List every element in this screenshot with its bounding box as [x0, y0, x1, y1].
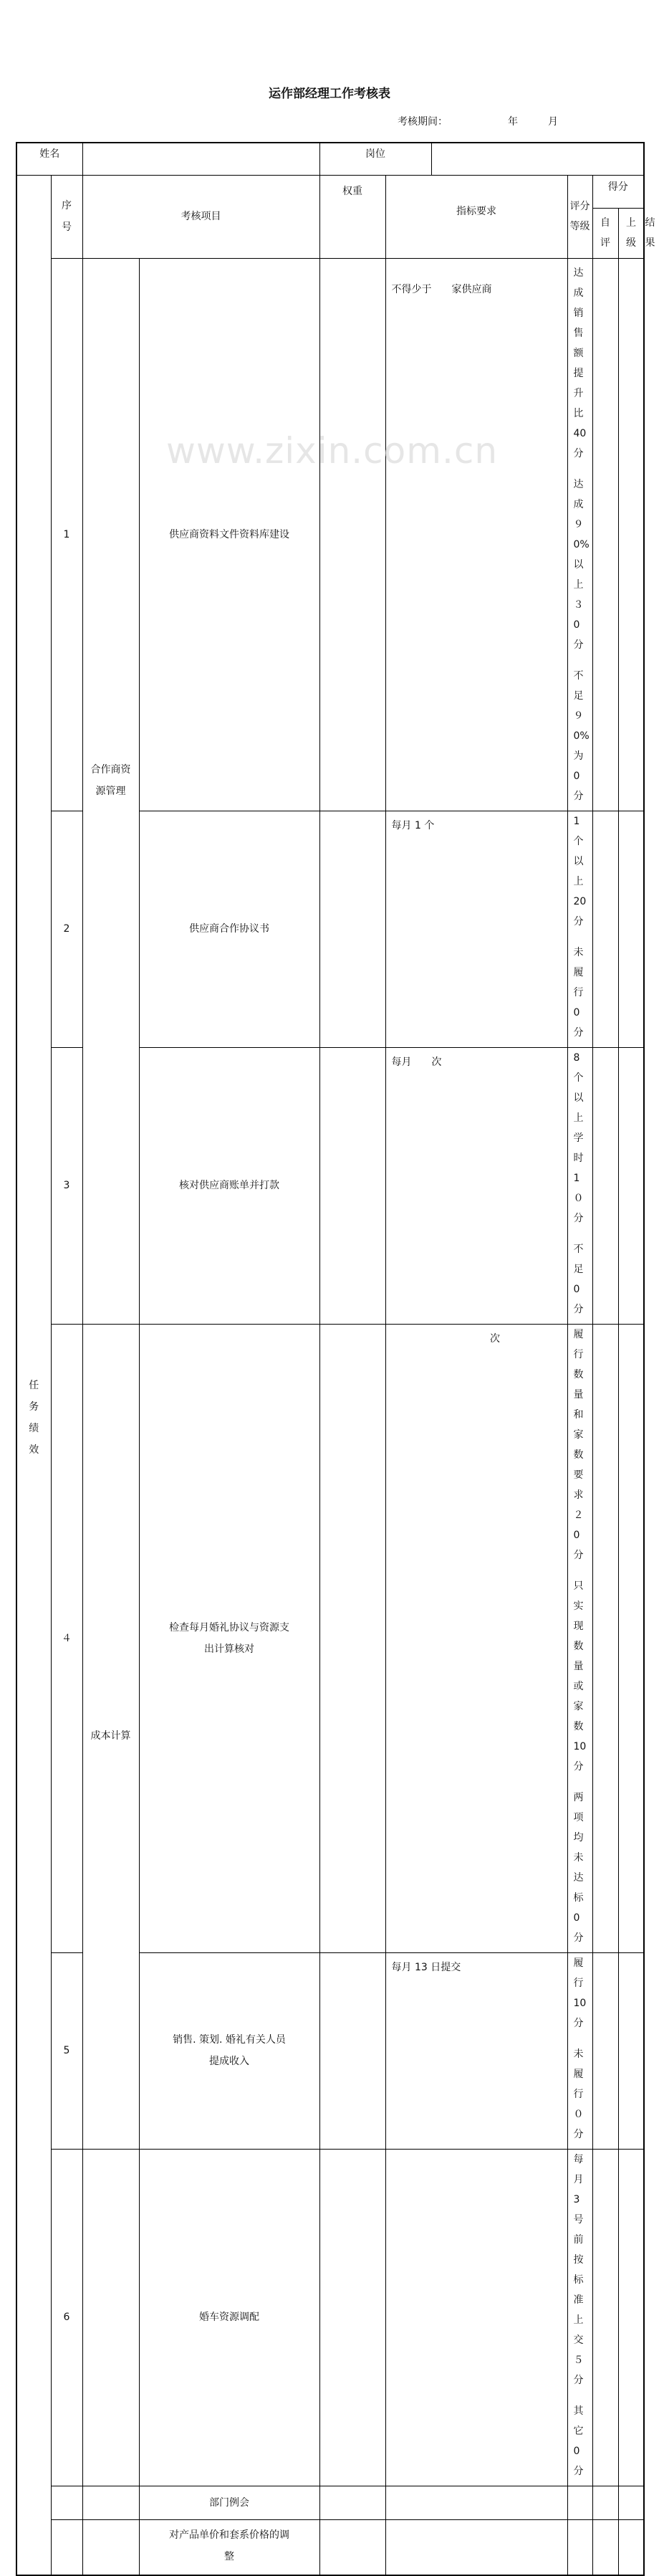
row-weight[interactable]: [319, 2149, 385, 2486]
row-weight[interactable]: [319, 1047, 385, 1324]
row-indicator: 次: [385, 1324, 567, 1952]
row-item: 对产品单价和套系价格的调整: [139, 2519, 319, 2575]
post-label: 岗位: [319, 143, 431, 175]
self-score[interactable]: [592, 2519, 618, 2575]
row-seq: 1: [51, 258, 82, 811]
row-item: 检查每月婚礼协议与资源支出计算核对: [139, 1324, 319, 1952]
self-score[interactable]: [592, 2149, 618, 2486]
watermark: www.zixin.com.cn: [166, 430, 499, 472]
row-seq: [51, 2519, 82, 2575]
self-score[interactable]: [592, 1952, 618, 2149]
group-label: 合作商资源管理: [90, 763, 131, 797]
group-cell-empty: [82, 2149, 139, 2486]
subheader-row: 自评 上级 结果: [16, 208, 644, 258]
page-title: 运作部经理工作考核表: [269, 87, 390, 101]
weight-header: 权重: [319, 175, 385, 258]
section-label-cell: [16, 175, 51, 2575]
row-grades: 达成销售额提升比 40 分 达成９0%以上３0 分 不足９0%为 0 分: [567, 258, 592, 811]
self-score[interactable]: [592, 1047, 618, 1324]
seq-header: 序号: [51, 175, 82, 258]
name-label: 姓名: [16, 143, 82, 175]
row-indicator: 每月 13 日提交: [385, 1952, 567, 2149]
row-seq: [51, 2486, 82, 2519]
table-row: [16, 2149, 644, 2486]
row-grades: 履行数量和家数要求２0 分 只实现数量或家数 10 分 两项均未达标 0 分: [567, 1324, 592, 1952]
table-row: [16, 1324, 644, 1952]
score-header: 得分: [592, 175, 644, 208]
superior-score[interactable]: [618, 1952, 644, 2149]
table-row: [16, 2519, 644, 2575]
row-indicator: [385, 2149, 567, 2486]
table-row: [16, 258, 644, 811]
section-label: 任务绩效: [29, 1380, 39, 1456]
item-header: 考核项目: [82, 175, 319, 258]
superior-score[interactable]: [618, 1324, 644, 1952]
superior-score[interactable]: [618, 2149, 644, 2486]
row-grades: 每月 3 号前按标准上交５分 其它 0 分: [567, 2149, 592, 2486]
row-item: 婚车资源调配: [139, 2149, 319, 2486]
row-seq: 5: [51, 1952, 82, 2149]
name-value-cell[interactable]: [82, 143, 319, 175]
superior-score[interactable]: [618, 811, 644, 1047]
row-item: 供应商资料文件资料库建设: [139, 258, 319, 811]
superior-score[interactable]: [618, 1047, 644, 1324]
row-item: 销售. 策划. 婚礼有关人员提成收入: [139, 1952, 319, 2149]
self-header: 自评: [592, 208, 618, 258]
superior-header: 上级: [618, 208, 644, 258]
row-grades: [567, 2519, 592, 2575]
group-label: 成本计算: [90, 1730, 131, 1742]
group-cell-empty: [82, 2486, 139, 2519]
row-indicator: 每月 1 个: [385, 811, 567, 1047]
row-grades: 履行 10 分 未履行０分: [567, 1952, 592, 2149]
row-weight[interactable]: [319, 258, 385, 811]
superior-score[interactable]: [618, 2486, 644, 2519]
row-indicator: 每月 次: [385, 1047, 567, 1324]
row-grades: [567, 2486, 592, 2519]
row-indicator: 不得少于 家供应商: [385, 258, 567, 811]
superior-score[interactable]: [618, 2519, 644, 2575]
period-year: 年: [508, 116, 518, 128]
superior-score[interactable]: [618, 258, 644, 811]
row-item: 供应商合作协议书: [139, 811, 319, 1047]
evaluation-table: [16, 142, 655, 2576]
row-weight[interactable]: [319, 1324, 385, 1952]
group-cell: [82, 1324, 139, 2149]
self-score[interactable]: [592, 2486, 618, 2519]
self-score[interactable]: [592, 1324, 618, 1952]
row-seq: 2: [51, 811, 82, 1047]
row-grades: 1 个以上 20 分 未履行 0 分: [567, 811, 592, 1047]
group-cell-empty: [82, 2519, 139, 2575]
row-item: 部门例会: [139, 2486, 319, 2519]
self-score[interactable]: [592, 811, 618, 1047]
row-item: 核对供应商账单并打款: [139, 1047, 319, 1324]
row-seq: ４: [51, 1324, 82, 1952]
grade-header: 评分等级: [567, 175, 592, 258]
row-seq: 6: [51, 2149, 82, 2486]
self-score[interactable]: [592, 258, 618, 811]
indicator-header: 指标要求: [385, 175, 567, 258]
info-row: [16, 143, 644, 175]
post-value-cell[interactable]: [431, 143, 644, 175]
row-weight[interactable]: [319, 2486, 385, 2519]
row-grades: 8 个以上学时 1０分 不足0分: [567, 1047, 592, 1324]
group-cell: [82, 258, 139, 1324]
row-seq: 3: [51, 1047, 82, 1324]
row-weight[interactable]: [319, 2519, 385, 2575]
period-label: 考核期间：: [398, 116, 448, 128]
row-weight[interactable]: [319, 811, 385, 1047]
row-indicator: [385, 2519, 567, 2575]
row-indicator: [385, 2486, 567, 2519]
period-month: 月: [548, 116, 558, 128]
header-row: [16, 175, 644, 208]
table-row: [16, 2486, 644, 2519]
row-weight[interactable]: [319, 1952, 385, 2149]
